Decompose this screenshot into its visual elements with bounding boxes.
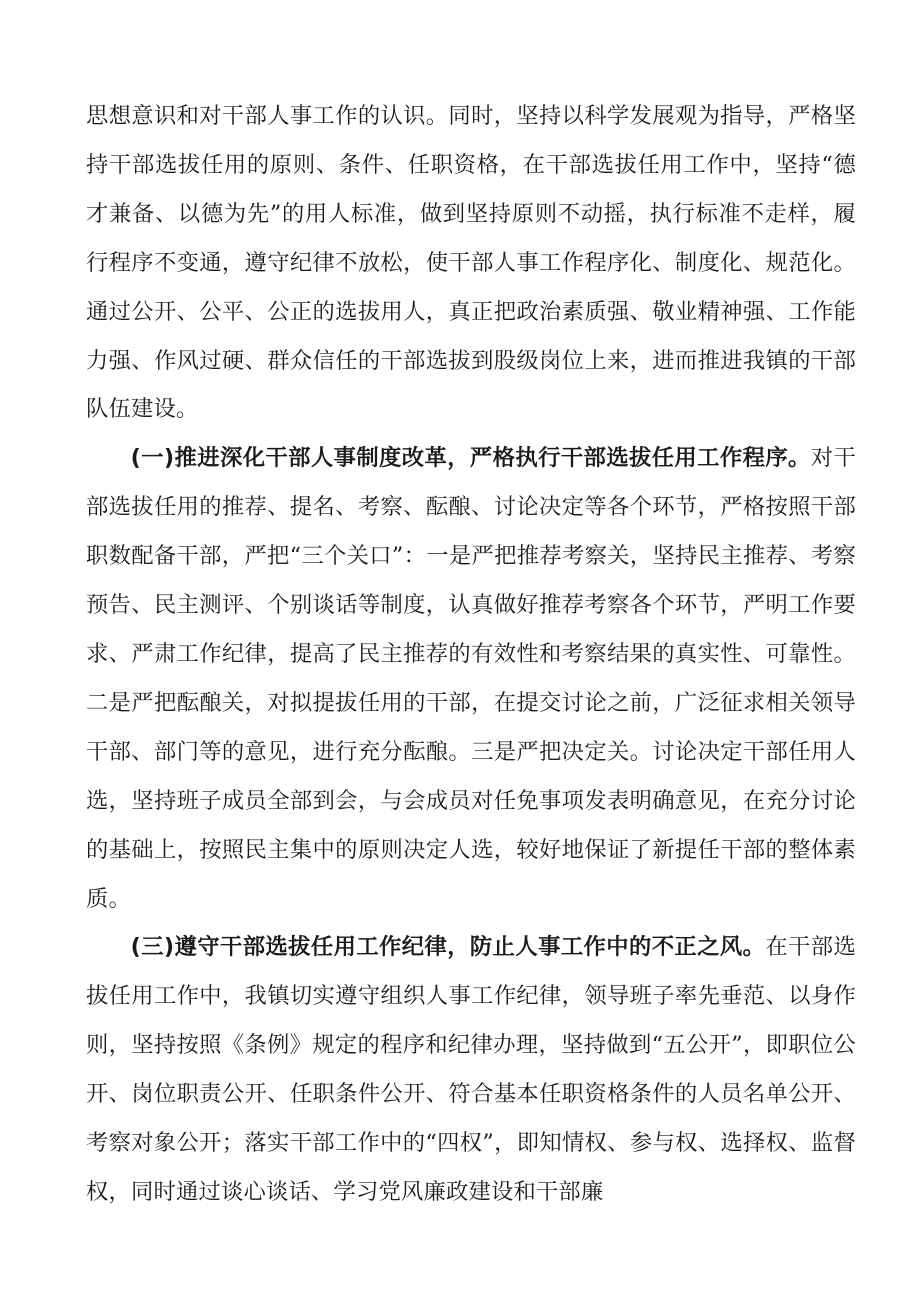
paragraph-text: 对干部选拔任用的推荐、提名、考察、酝酿、讨论决定等各个环节，严格按照干部职数配备干部，严把“三个关口”：一是严把推荐考察关，坚持民主推荐、考察预告、民主测评、个别谈话等制度，认真做好推荐考察各个环节，严明工作要求、严肃工作纪律，提高了民主推荐的有效性和考察结果的真实性、可靠性。二是严把酝酿关，对拟提拔任用的干部，在提交讨论之前，广泛征求相关领导干部、部门等的意见，进行充分酝酿。三是严把决定关。讨论决定干部任用人选，坚持班子成员全部到会，与会成员对任免事项发表明确意见，在充分讨论的基础上，按照民主集中的原则决定人选，较好地保证了新提任干部的整体素质。 (86, 445, 856, 912)
document-body (86, 92, 856, 1217)
paragraph-continuation (86, 92, 856, 434)
paragraph-section-3 (86, 923, 856, 1216)
paragraph-section-1 (86, 434, 856, 923)
section-heading: (一)推进深化干部人事制度改革，严格执行干部选拔任用工作程序。 (130, 445, 811, 472)
paragraph-text: 思想意识和对干部人事工作的认识。同时，坚持以科学发展观为指导，严格坚持干部选拔任用的原则、条件、任职资格，在干部选拔任用工作中，坚持“德才兼备、以德为先”的用人标准，做到坚持原则不动摇，执行标准不走样，履行程序不变通，遵守纪律不放松，使干部人事工作程序化、制度化、规范化。通过公开、公平、公正的选拔用人，真正把政治素质强、敬业精神强、工作能力强、作风过硬、群众信任的干部选拔到股级岗位上来，进而推进我镇的干部队伍建设。 (86, 103, 856, 423)
paragraph-text: 在干部选拔任用工作中，我镇切实遵守组织人事工作纪律，领导班子率先垂范、以身作则，坚持按照《条例》规定的程序和纪律办理，坚持做到“五公开”，即职位公开、岗位职责公开、任职条件公开、符合基本任职资格条件的人员名单公开、考察对象公开；落实干部工作中的“四权”，即知情权、参与权、选择权、监督权，同时通过谈心谈话、学习党风廉政建设和干部廉 (86, 934, 856, 1205)
section-heading: (三)遵守干部选拔任用工作纪律，防止人事工作中的不正之风。 (130, 934, 766, 961)
